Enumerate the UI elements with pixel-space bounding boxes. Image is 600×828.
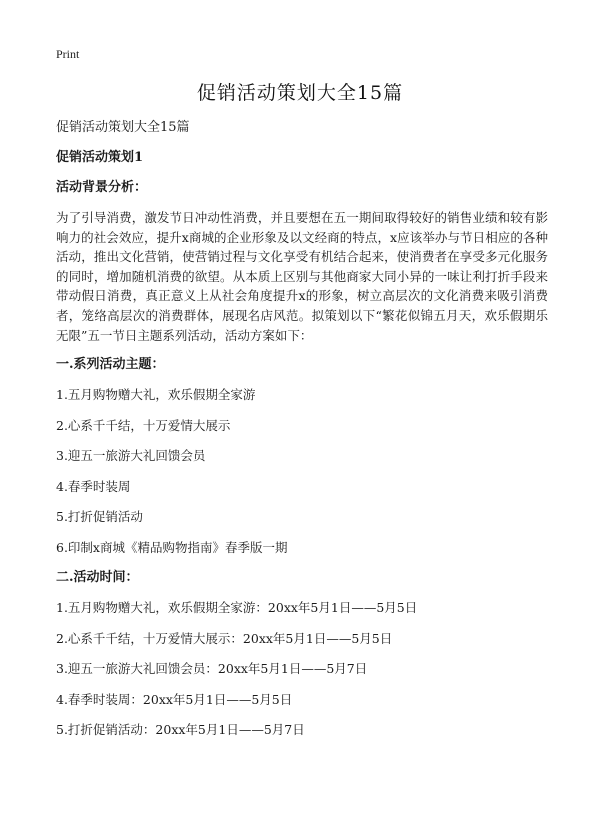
section-heading-themes: 一.系列活动主题： [56,357,165,373]
list-item: 2.心系千千结，十万爱情大展示：20xx年5月1日——5月5日 [56,630,393,646]
section-heading-time: 二.活动时间： [56,570,139,586]
list-item: 1.五月购物赠大礼，欢乐假期全家游：20xx年5月1日——5月5日 [56,600,418,616]
list-item: 4.春季时装周 [56,478,131,494]
list-item: 5.打折促销活动：20xx年5月1日——5月7日 [56,722,305,738]
list-item: 6.印制x商城《精品购物指南》春季版一期 [56,539,288,555]
document-body [56,118,548,751]
document-subtitle: 促销活动策划大全15篇 [56,120,190,135]
list-item: 2.心系千千结，十万爱情大展示 [56,417,231,433]
list-item: 3.迎五一旅游大礼回馈会员：20xx年5月1日——5月7日 [56,661,368,677]
themes-list [56,385,548,568]
list-item: 5.打折促销活动 [56,509,143,525]
list-item: 1.五月购物赠大礼，欢乐假期全家游 [56,387,256,403]
background-paragraph: 为了引导消费，激发节日冲动性消费，并且要想在五一期间取得较好的销售业绩和较有影响力的社会效应，提升x商城的企业形象及以文经商的特点，x应该举办与节日相应的各种活动，推出文化营销，使营销过程与文化享受有机结合起来，使消费者在享受多元化服务的同时，增加随机消费的欲望。从本质上区别与其他商家大同小异的一味让利打折手段来带动假日消费，真正意义上从社会角度提升x的形象，树立高层次的文化消费来吸引消费者，笼络高层次的消费群体，展现名店风范。拟策划以下“繁花似锦五月天，欢乐假期乐无限”五一节日主题系列活动，活动方案如下： [56,210,548,343]
section-heading-background: 活动背景分析： [56,180,148,195]
section-heading-plan: 促销活动策划1 [56,150,144,165]
page-title: 促销活动策划大全15篇 [196,82,404,104]
list-item: 3.迎五一旅游大礼回馈会员 [56,448,206,464]
times-list [56,598,548,751]
print-label: Print [56,47,80,61]
list-item: 4.春季时装周：20xx年5月1日——5月5日 [56,691,293,707]
